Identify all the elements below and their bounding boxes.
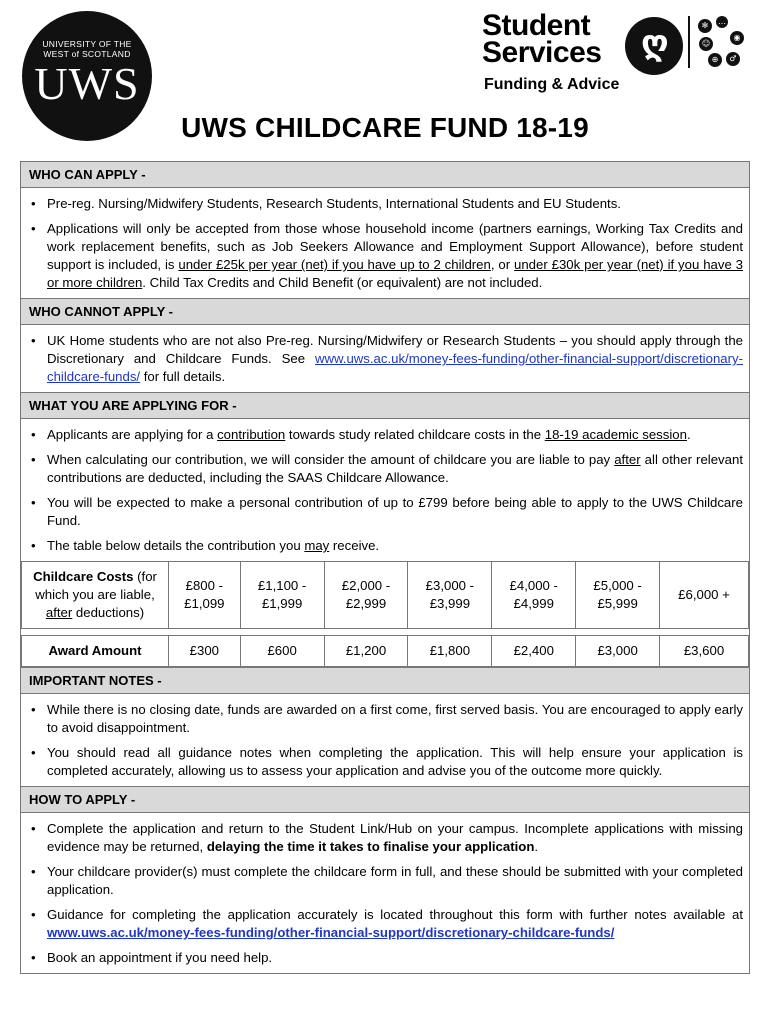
- student-services-line1: Student: [482, 9, 591, 42]
- list-item: • When calculating our contribution, we will consider the amount of childcare you are liable to pay after all other relevant contributions are deducted, including the SAAS Childcare Allowance.: [27, 451, 743, 487]
- guidance-notes-link[interactable]: www.uws.ac.uk/money-fees-funding/other-financial-support/discretionary-childcare-funds/: [47, 925, 615, 940]
- student-services-logo-text: [482, 9, 602, 69]
- list-item: • Applications will only be accepted from those whose household income (partners earnings, Working Tax Credits and work replacement benefits, such as Job Seekers Allowance and Employment Support Allowance), before student support is included, is under £25k per year (net) if you have up to 2 children, or under £30k per year (net) if you have 3 or more children. Child Tax Credits and Child Benefit (or equivalent) are not included.: [27, 220, 743, 292]
- award-cell: £3,000: [576, 636, 660, 667]
- section-body-who-cannot-apply: [21, 325, 749, 392]
- chat-icon: …: [718, 17, 726, 26]
- uws-logo-line2: WEST of SCOTLAND: [43, 49, 131, 59]
- award-cell: £600: [240, 636, 324, 667]
- contribution-table: [21, 561, 749, 667]
- list-item: • Complete the application and return to the Student Link/Hub on your campus. Incomplete applications with missing evidence may be returned, delaying the time it takes to finalise your application.: [27, 820, 743, 856]
- list-item: • Pre-reg. Nursing/Midwifery Students, Research Students, International Students and EU Students.: [27, 195, 743, 213]
- page-title: UWS CHILDCARE FUND 18-19: [181, 112, 589, 143]
- cost-band-cell: £6,000 +: [660, 562, 749, 629]
- list-item: • The table below details the contribution you may receive.: [27, 537, 743, 555]
- section-heading-who-can-apply: WHO CAN APPLY -: [21, 162, 749, 188]
- section-heading-important-notes: IMPORTANT NOTES -: [21, 667, 749, 694]
- person-icon: ☺: [699, 37, 713, 51]
- section-body-what-applying-for: [21, 419, 749, 673]
- main-content-box: [20, 161, 750, 974]
- award-label-cell: Award Amount: [22, 636, 169, 667]
- section-heading-who-cannot-apply: WHO CANNOT APPLY -: [21, 298, 749, 325]
- globe-icon: ⊕: [708, 53, 722, 67]
- list-item: • Your childcare provider(s) must complete the childcare form in full, and these should be submitted with your completed application.: [27, 863, 743, 899]
- wheel-icon: ✻: [698, 19, 712, 33]
- cost-band-cell: £5,000 - £5,999: [576, 562, 660, 629]
- award-cell: £2,400: [492, 636, 576, 667]
- discretionary-funds-link[interactable]: www.uws.ac.uk/money-fees-funding/other-financial-support/discretionary-childcare-funds/: [47, 351, 743, 384]
- student-services-subtitle: Funding & Advice: [484, 76, 620, 93]
- list-item: • You should read all guidance notes when completing the application. This will help ensure your application is completed accurately, allowing us to assess your application and advise you of the outcome more quickly.: [27, 744, 743, 780]
- cost-band-cell: £2,000 - £2,999: [324, 562, 408, 629]
- list-item: • While there is no closing date, funds are awarded on a first come, first served basis. You are encouraged to apply early to avoid disappointment.: [27, 701, 743, 737]
- cost-band-cell: £800 - £1,099: [169, 562, 241, 629]
- costs-label-cell: Childcare Costs (for which you are liable, after deductions): [22, 562, 169, 629]
- logo-divider: [688, 16, 690, 68]
- cost-band-cell: £4,000 - £4,999: [492, 562, 576, 629]
- table-row-award: [22, 636, 749, 667]
- award-cell: £1,200: [324, 636, 408, 667]
- section-heading-how-to-apply: HOW TO APPLY -: [21, 786, 749, 813]
- list-item: • UK Home students who are not also Pre-reg. Nursing/Midwifery or Research Students – you should apply through the Discretionary and Childcare Funds. See www.uws.ac.uk/money-fees-funding/other-financial-support/discretionary-childcare-funds/ for full details.: [27, 332, 743, 386]
- cost-band-cell: £1,100 - £1,999: [240, 562, 324, 629]
- award-cell: £300: [169, 636, 241, 667]
- award-cell: £3,600: [660, 636, 749, 667]
- eye-icon: ◉: [730, 31, 744, 45]
- uws-logo-line1: UNIVERSITY OF THE: [42, 39, 132, 49]
- table-row-costs: [22, 562, 749, 629]
- section-body-important-notes: [21, 694, 749, 786]
- section-body-who-can-apply: [21, 188, 749, 298]
- student-services-line2: Services: [482, 36, 602, 69]
- section-heading-what-applying-for: WHAT YOU ARE APPLYING FOR -: [21, 392, 749, 419]
- section-body-how-to-apply: [21, 813, 749, 973]
- list-item: • Book an appointment if you need help.: [27, 949, 743, 967]
- list-item: • You will be expected to make a personal contribution of up to £799 before being able to apply to the UWS Childcare Fund.: [27, 494, 743, 530]
- service-icons-cluster: [694, 17, 750, 73]
- list-item: • Guidance for completing the application accurately is located throughout this form with further notes available at www.uws.ac.uk/money-fees-funding/other-financial-support/discretionary-childcare-funds/: [27, 906, 743, 942]
- gender-icon: ♂: [726, 52, 740, 66]
- award-cell: £1,800: [408, 636, 492, 667]
- ss-swirl-icon: ღ: [625, 17, 683, 75]
- cost-band-cell: £3,000 - £3,999: [408, 562, 492, 629]
- uws-logo-wordmark: UWS: [34, 58, 140, 109]
- list-item: • Applicants are applying for a contribution towards study related childcare costs in the 18-19 academic session.: [27, 426, 743, 444]
